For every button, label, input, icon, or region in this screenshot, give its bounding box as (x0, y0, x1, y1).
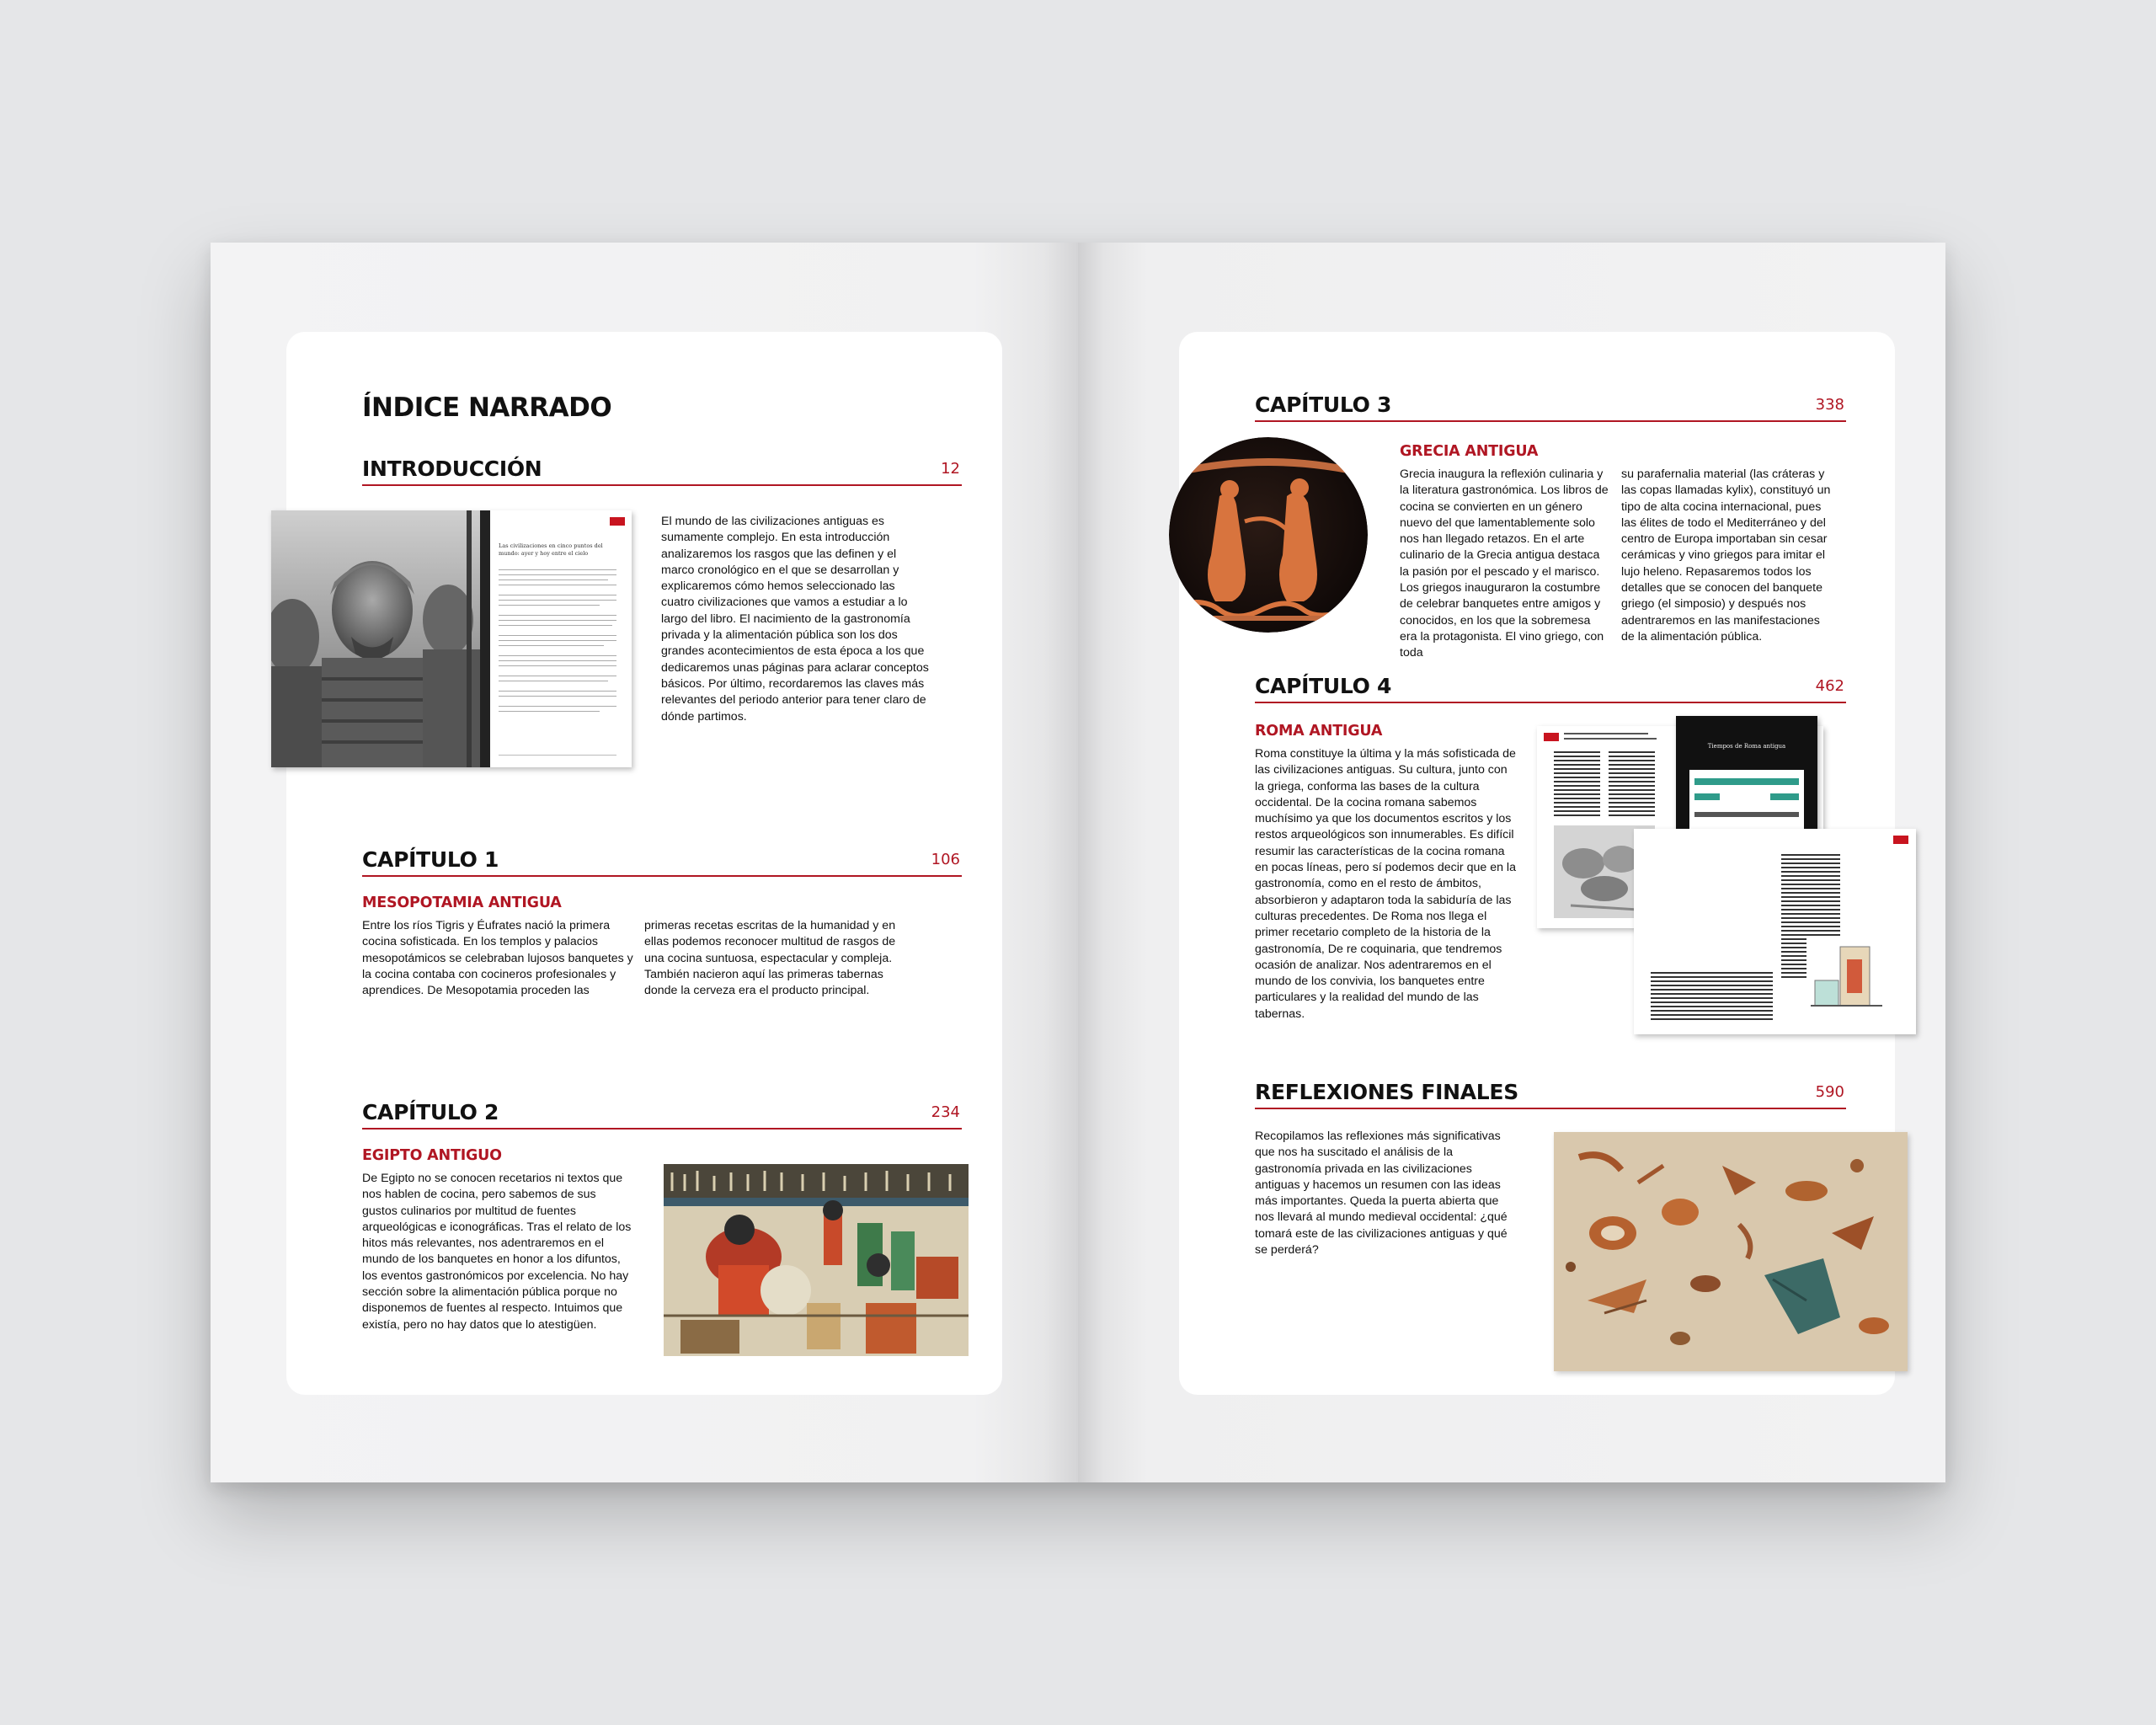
chapter1-text-col2: primeras recetas escritas de la humanidad y en ellas podemos reconocer multitud de rasgos de una cocina suntuosa, espectacular y compleja. También nacieron aquí las primeras tabernas donde la cerveza era el producto principal. (644, 919, 896, 998)
chapter2-subtitle: EGIPTO ANTIGUO (362, 1147, 502, 1164)
chapter1-subtitle: MESOPOTAMIA ANTIGUA (362, 895, 562, 911)
red-tab-marker (1893, 836, 1908, 844)
final-rule (1255, 1108, 1846, 1109)
thumb-text-line (499, 574, 616, 575)
thumb-text-line (499, 696, 616, 697)
thumb-text-line (499, 691, 616, 692)
thumb-text-line (499, 706, 616, 707)
thumb-text-line (499, 655, 616, 656)
open-book (211, 243, 1945, 1482)
chapter1-page-number: 106 (931, 851, 960, 868)
chapter2-heading: CAPÍTULO 2 (362, 1100, 499, 1124)
timeline-bar (1694, 812, 1799, 817)
chapter3-rule (1255, 420, 1846, 422)
chapter3-heading: CAPÍTULO 3 (1255, 393, 1392, 417)
red-tab-marker (1544, 733, 1559, 741)
thumb-text-line (499, 665, 616, 666)
thumb-text-line (1564, 738, 1657, 740)
chapter1-text-col1: Entre los ríos Tigris y Éufrates nació la primera cocina sofisticada. En los templos y palacios mesopotámicos se celebraban lujosos banquetes y la cocina contaba con cocineros profesionales y aprendices. De Mesopotamia proceden las (362, 919, 633, 998)
chapter4-subtitle: ROMA ANTIGUA (1255, 723, 1383, 740)
intro-rule (362, 484, 962, 486)
chapter3-text-col2: su parafernalia material (las cráteras y las copas llamadas kylix), constituyó un tipo de alta cocina internacional, pues las élites de todo el Mediterráneo y del centro de Europa importaban sin cesar cerámicas y vino griegos para imitar el lujo heleno. Repasaremos todos los detalles que se conocen del banquete griego (el simposio) y después nos adentraremos en las manifestaciones de la alimentación pública. (1621, 467, 1831, 644)
chapter2-text: De Egipto no se conocen recetarios ni textos que nos hablen de cocina, pero sabemos de sus gustos culinarios por multitud de fuentes arqueológicas e iconográficas. Tras el relato de los hitos más relevantes, nos adentraremos en el mundo de los banquetes en honor a los difuntos, los eventos gastronómicos por excelencia. No hay sección sobre la alimentación pública porque no disponemos de fuentes al respecto. Intuimos que existía, pero no hay datos que lo atestigüen. (362, 1172, 632, 1332)
intro-page-number: 12 (941, 460, 960, 478)
left-page (211, 243, 1078, 1482)
final-heading: REFLEXIONES FINALES (1255, 1080, 1518, 1104)
roman-timeline-header (1688, 726, 1806, 768)
thumb-text-line (499, 660, 616, 661)
chapter3-page-number: 338 (1815, 396, 1844, 414)
thumb-text-line (499, 755, 616, 756)
chapter3-subtitle: GRECIA ANTIGUA (1400, 443, 1539, 460)
thumb-text-block (1651, 972, 1773, 1023)
right-page (1078, 243, 1945, 1482)
thumbnail-title: Las civilizaciones en cinco puntos del mundo: ayer y hoy entre el cielo (499, 542, 603, 557)
left-content-card (286, 332, 1002, 1395)
egyptian-mural-image (664, 1164, 969, 1356)
thumb-text-block (1554, 751, 1600, 819)
chapter4-page-number: 462 (1815, 677, 1844, 695)
thumb-text-line (1564, 733, 1648, 734)
chapter1-heading: CAPÍTULO 1 (362, 847, 499, 872)
terracotta-warriors-image (271, 510, 490, 767)
red-tab-marker (610, 517, 625, 526)
thumb-text-line (499, 605, 600, 606)
timeline-bar (1694, 793, 1720, 800)
thumb-text-line (499, 600, 616, 601)
roman-mosaic-image (1554, 1132, 1908, 1371)
thumb-text-line (499, 625, 612, 626)
chapter3-text-col1: Grecia inaugura la reflexión culinaria y la literatura gastronómica. Los libros de cocina se convierten en un género nuevo del que lamentablemente solo nos han llegado retazos. En el arte culinario de la Grecia antigua destaca la pasión por el pescado y el marisco. Los griegos inauguraron la costumbre de celebrar banquetes entre amigos y conocidos, en los que la sobremesa era la protagonista. El vino griego, con toda (1400, 467, 1609, 660)
roman-spread-thumbnail-2 (1634, 829, 1916, 1034)
thumb-text-line (499, 615, 616, 616)
chapter4-text: Roma constituye la última y la más sofisticada de las civilizaciones antiguas. Su cultura, junto con la griega, conforma las bases de la cultura occidental. De la cocina romana sabemos muchísimo ya que los documentos escritos y los restos arqueológicos son innumerables. Es difícil resumir las características de la cocina romana en pocas líneas, pero sí podemos decir que en la gastronomía, como en el resto de ámbitos, absorbieron y adaptaron toda la sabiduría de las culturas precedentes. De Roma nos llega el primer recetario completo de la historia de la gastronomía, De re coquinaria, que tendremos ocasión de analizar. Nos adentraremos en el mundo de los convivia, los banquetes entre particulares y la realidad del mundo de las tabernas. (1255, 747, 1516, 1021)
timeline-bar (1694, 778, 1799, 785)
thumb-text-line (499, 635, 616, 636)
chapter2-rule (362, 1128, 962, 1130)
thumb-text-line (499, 645, 604, 646)
intro-text: El mundo de las civilizaciones antiguas es sumamente complejo. En esta introducción analizaremos los rasgos que las definen y el marco cronológico en el que se desarrollan y explicaremos cómo hemos seleccionado las cuatro civilizaciones que vamos a estudiar a lo largo del libro. El nacimiento de la gastronomía privada y la alimentación pública son los dos grandes acontecimientos de esta época a los que dedicaremos unas páginas para aclarar conceptos básicos. Por último, recordaremos las claves más relevantes del periodo anterior para tener claro de dónde partimos. (661, 515, 929, 724)
thumb-text-line (499, 579, 608, 580)
intro-spread-thumbnail (271, 510, 632, 767)
intro-heading: INTRODUCCIÓN (362, 457, 542, 481)
greek-vase-image (1169, 437, 1368, 633)
thumb-text-block (1609, 751, 1655, 819)
thumb-text-line (499, 569, 616, 570)
roman-kitchen-diagram (1806, 938, 1886, 1014)
chapter4-rule (1255, 702, 1846, 703)
thumb-text-line (499, 620, 616, 621)
roman-timeline-title: Tiempos de Roma antigua (1707, 743, 1786, 750)
chapter1-rule (362, 875, 962, 877)
right-content-card (1179, 332, 1895, 1395)
thumb-text-line (499, 711, 600, 712)
index-title: ÍNDICE NARRADO (362, 393, 612, 423)
thumb-text-line (499, 640, 616, 641)
final-text: Recopilamos las reflexiones más significativas que nos ha suscitado el análisis de la gastronomía privada en las civilizaciones antiguas y hacemos un resumen con las ideas más importantes. Queda la puerta abierta que nos llevará al mundo medieval occidental: ¿qué tomará este de las civilizaciones antiguas y qué se perderá? (1255, 1130, 1508, 1258)
chapter4-heading: CAPÍTULO 4 (1255, 674, 1392, 698)
final-page-number: 590 (1815, 1083, 1844, 1101)
timeline-bar (1770, 793, 1799, 800)
chapter2-page-number: 234 (931, 1103, 960, 1121)
